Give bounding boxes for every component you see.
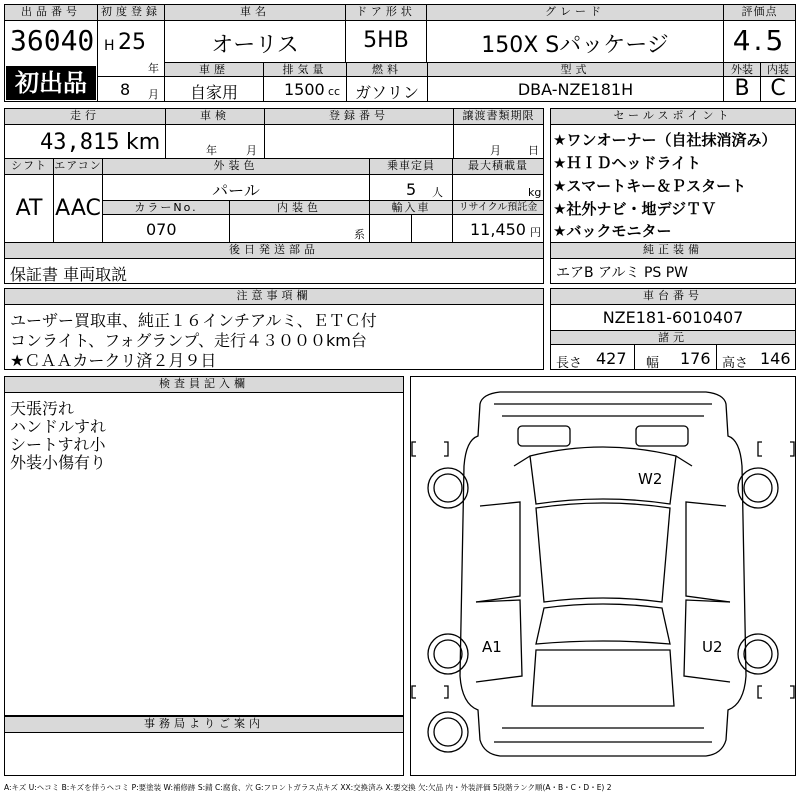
inspector-label: 検査員記入欄 xyxy=(5,377,403,393)
color-no: 070 xyxy=(146,220,177,239)
color-label: 外装色 xyxy=(103,159,369,175)
sales-point: ★バックモニター xyxy=(553,222,672,240)
import-label: 輸入車 xyxy=(370,201,452,215)
chassis-number: NZE181-6010407 xyxy=(602,308,744,327)
transfer-day-unit: 日 xyxy=(528,144,539,157)
damage-mark-a1: A1 xyxy=(482,638,502,656)
inspector-line: ハンドルすれ xyxy=(10,417,107,436)
int-grade: C xyxy=(770,76,786,101)
reg-label: 初度登録 xyxy=(98,5,164,21)
first-listing-badge: 初出品 xyxy=(6,66,96,100)
ac-label: エアコン xyxy=(54,159,102,175)
lot-label: 出品番号 xyxy=(5,5,97,21)
door-label: ドア形状 xyxy=(346,5,426,21)
transfer-label: 譲渡書類期限 xyxy=(454,109,543,125)
reg-month-unit: 月 xyxy=(148,88,159,101)
notes-label: 注意事項欄 xyxy=(5,289,543,305)
reg-year-unit: 年 xyxy=(148,62,159,75)
history: 自家用 xyxy=(189,83,238,102)
capacity-label: 乗車定員 xyxy=(370,159,452,175)
ext-label: 外装 xyxy=(724,63,760,77)
equip-label: 純正装備 xyxy=(551,243,795,259)
load-unit: kg xyxy=(528,186,542,199)
height-label: 高さ xyxy=(722,356,749,371)
note-line: ★ＣＡＡカークリ済２月９日 xyxy=(10,351,217,370)
sales-point: ★社外ナビ・地デジＴＶ xyxy=(553,200,717,218)
later-parts: 保証書 車両取説 xyxy=(10,265,128,284)
door-type: 5HB xyxy=(363,28,409,53)
inspector-line: 外装小傷有り xyxy=(10,453,107,472)
inspector-line: 天張汚れ xyxy=(10,399,75,418)
recycle-label: リサイクル預託金 xyxy=(453,201,543,215)
ac: AAC xyxy=(55,196,101,221)
displacement-label: 排気量 xyxy=(264,63,346,77)
width: 176 xyxy=(680,349,711,368)
sales-label: セールスポイント xyxy=(551,109,795,125)
reg-era: H xyxy=(104,38,115,54)
shift-label: シフト xyxy=(5,159,53,175)
color-no-label: カラーNo. xyxy=(103,201,229,215)
mileage-label: 走行 xyxy=(5,109,165,125)
ext-grade: B xyxy=(734,76,750,101)
later-label: 後日発送部品 xyxy=(5,243,543,259)
int-color-label: 内装色 xyxy=(230,201,369,215)
model: DBA-NZE181H xyxy=(517,80,634,99)
int-label: 内装 xyxy=(761,63,795,77)
fuel: ガソリン xyxy=(354,83,419,102)
sales-point: ★ワンオーナー（自社抹消済み） xyxy=(553,131,777,149)
car-name: オーリス xyxy=(211,33,299,58)
height: 146 xyxy=(760,349,791,368)
office-label: 事務局よりご案内 xyxy=(5,717,403,733)
history-label: 車歴 xyxy=(165,63,263,77)
color: パール xyxy=(212,181,260,200)
reg-year: 25 xyxy=(118,30,146,55)
displacement: 1500 xyxy=(284,80,325,99)
displacement-unit: cc xyxy=(328,85,341,98)
regno-label: 登録番号 xyxy=(265,109,453,125)
note-line: コンライト、フォグランプ、走行４３０００km台 xyxy=(10,331,367,350)
int-color-unit: 系 xyxy=(354,228,365,241)
length: 427 xyxy=(596,349,627,368)
note-line: ユーザー買取車、純正１６インチアルミ、ＥＴＣ付 xyxy=(10,311,377,330)
load-label: 最大積載量 xyxy=(453,159,543,175)
recycle-unit: 円 xyxy=(530,226,541,239)
transfer-month-unit: 月 xyxy=(490,144,501,157)
car-diagram xyxy=(410,376,796,776)
inspection-month-unit: 月 xyxy=(246,144,257,157)
fuel-label: 燃料 xyxy=(347,63,427,77)
sales-point: ★スマートキー＆Ｐスタート xyxy=(553,177,747,195)
length-label: 長さ xyxy=(556,356,583,371)
capacity: 5 xyxy=(406,180,417,199)
model-label: 型式 xyxy=(428,63,723,77)
reg-month: 8 xyxy=(120,80,131,99)
mileage-unit: km xyxy=(126,130,161,155)
recycle: 11,450 xyxy=(470,220,526,239)
shift: AT xyxy=(15,196,43,221)
sales-point: ★ＨＩＤヘッドライト xyxy=(553,154,701,172)
score-label: 評価点 xyxy=(724,5,795,21)
inspection-year-unit: 年 xyxy=(206,144,217,157)
chassis-label: 車台番号 xyxy=(551,289,795,305)
capacity-unit: 人 xyxy=(432,186,443,199)
lot-number: 36040 xyxy=(10,24,95,57)
inspector-line: シートすれ小 xyxy=(10,435,106,454)
inspection-label: 車検 xyxy=(166,109,264,125)
grade: 150X Sパッケージ xyxy=(481,33,669,58)
equipment: エアB アルミ PS PW xyxy=(556,265,689,281)
damage-mark-u2: U2 xyxy=(702,638,723,656)
mileage: 43,815 xyxy=(40,130,120,155)
dims-label: 諸元 xyxy=(551,331,795,345)
width-label: 幅 xyxy=(646,356,660,371)
damage-mark-w2: W2 xyxy=(638,470,663,488)
damage-legend: A:キズ U:ヘコミ B:キズを伴うヘコミ P:要塗装 W:補修跡 S:錆 C:腐食、穴 G:フロントガラス点キズ XX:交換済み X:要交換 欠:欠品 内・外装評価 5段階ランク順(A・B・C・D・E) 2 xyxy=(4,783,612,792)
grade-label: グレード xyxy=(427,5,723,21)
name-label: 車名 xyxy=(165,5,345,21)
score: 4.5 xyxy=(732,24,787,57)
